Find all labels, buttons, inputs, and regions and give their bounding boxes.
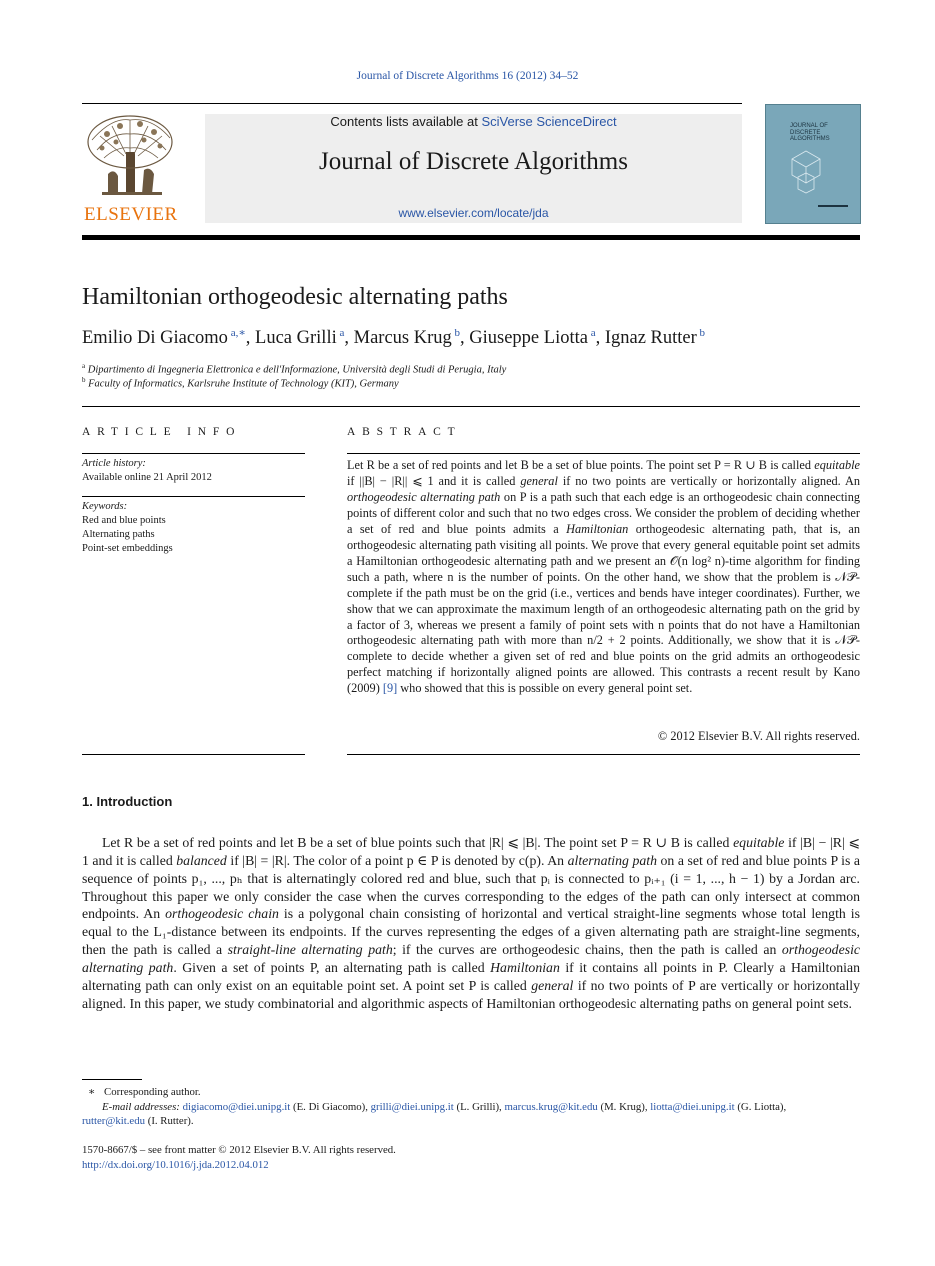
keyword: Red and blue points xyxy=(82,515,166,526)
keywords-block xyxy=(82,500,173,556)
author-name: Giuseppe Liotta xyxy=(469,328,588,349)
email-link[interactable]: liotta@diei.unipg.it xyxy=(650,1100,735,1113)
author-name: Marcus Krug xyxy=(353,328,452,349)
journal-title: Journal of Discrete Algorithms xyxy=(319,148,628,175)
author-affiliation-mark[interactable]: a xyxy=(590,327,596,339)
email-link[interactable]: grilli@diei.unipg.it xyxy=(370,1100,454,1113)
section-rule xyxy=(82,406,860,407)
author-affiliation-mark[interactable]: b xyxy=(454,327,461,339)
affiliation-a: $^a$ Dipartimento di Ingegneria Elettronica e dell'Informazione, Università degli Studi di Perugia, Italy xyxy=(82,362,507,376)
article-info-rule xyxy=(82,754,305,755)
journal-reference-link[interactable]: Journal of Discrete Algorithms 16 (2012) 34–52 xyxy=(356,70,579,82)
abstract-heading: ABSTRACT xyxy=(347,426,462,438)
section-heading-introduction: 1. Introduction xyxy=(82,794,173,809)
keywords-label: Keywords: xyxy=(82,501,128,512)
header-rule xyxy=(82,103,742,104)
footnote-mark: ∗ xyxy=(88,1086,96,1098)
abstract-rule xyxy=(347,453,860,454)
corresponding-author-note: ∗ Corresponding author. xyxy=(88,1086,201,1098)
email-link[interactable]: marcus.krug@kit.edu xyxy=(504,1100,598,1113)
cover-publisher-mark xyxy=(818,205,848,207)
article-info-heading: ARTICLE INFO xyxy=(82,426,242,438)
author-name: Emilio Di Giacomo xyxy=(82,328,228,349)
email-link[interactable]: rutter@kit.edu xyxy=(82,1115,146,1128)
contents-prefix: Contents lists available at xyxy=(330,114,482,129)
history-label: Article history: xyxy=(82,458,146,469)
abstract-copyright: © 2012 Elsevier B.V. All rights reserved. xyxy=(657,729,860,743)
contents-line xyxy=(205,114,742,129)
cover-title: JOURNAL OF DISCRETE ALGORITHMS xyxy=(790,123,830,142)
author-name: Ignaz Rutter xyxy=(604,328,697,349)
article-info-rule xyxy=(82,453,305,454)
author-list: Emilio Di Giacomo $^{a,∗}$, Luca Grilli $^a$, Marcus Krug $^b$, Giuseppe Liotta $^a$, Ignaz Rutter $^b$ xyxy=(82,327,706,349)
header-thick-rule xyxy=(82,235,860,240)
author-affiliation-mark[interactable]: a xyxy=(339,327,345,339)
keyword: Point-set embeddings xyxy=(82,543,173,554)
author-affiliation-mark[interactable]: b xyxy=(699,327,706,339)
abstract-body: Let R be a set of red points and let B be a set of blue points. The point set P = R ∪ B is called equitable if ||B| − |R|| ⩽ 1 and it is called general if no two points are vertically or horizontally aligned. An orthogeodesic alternating path on P is a path such that each edge is an orthogeodesic chain connecting points of different color and such that no two edges cross. We consider the problem of deciding whether a set of red and blue points admits a Hamiltonian orthogeodesic alternating path, that is, an orthogeodesic alternating path visiting all points. We prove that every general equitable point set admits a Hamiltonian orthogeodesic alternating path and we present an 𝒪(n log² n)-time algorithm for finding such a path, where n is the number of points. On the other hand, we show that the problem is 𝒩𝒫-complete if the path must be on the grid (i.e., vertices and bends have integer coordinates). Further, we show that we can approximate the maximum length of an orthogeodesic alternating path on the grid by a factor of 3, whereas we present a family of point sets with n points that do not have a Hamiltonian orthogeodesic alternating path with more than n/2 + 2 points. Additionally, we show that it is 𝒩𝒫-complete to decide whether a given set of red and blue points on the grid admits an orthogeodesic perfect matching if horizontally aligned points are allowed. This contrasts a recent result by Kano (2009) [9] who showed that this is possible on every general point set. xyxy=(347,458,861,696)
email-addresses-continued: rutter@kit.edu (I. Rutter). xyxy=(82,1115,194,1128)
doi-link[interactable]: http://dx.doi.org/10.1016/j.jda.2012.04.012 xyxy=(82,1158,269,1171)
email-link[interactable]: digiacomo@diei.unipg.it xyxy=(182,1100,291,1113)
sciencedirect-link[interactable]: SciVerse ScienceDirect xyxy=(481,114,617,129)
article-title: Hamiltonian orthogeodesic alternating paths xyxy=(82,284,508,310)
journal-url-link[interactable]: www.elsevier.com/locate/jda xyxy=(398,206,549,220)
front-matter xyxy=(82,1143,396,1172)
abstract-rule xyxy=(347,754,860,755)
publisher-wordmark: ELSEVIER xyxy=(84,204,178,225)
journal-cover-thumbnail[interactable] xyxy=(765,104,861,224)
author-name: Luca Grilli xyxy=(255,328,337,349)
email-addresses: E-mail addresses: digiacomo@diei.unipg.it (E. Di Giacomo), grilli@diei.unipg.it (L. Grilli), marcus.krug@kit.edu (M. Krug), liotta@diei.unipg.it (G. Liotta), xyxy=(102,1100,787,1113)
article-history xyxy=(82,457,212,485)
cover-cube-graphic-icon xyxy=(788,147,824,197)
keyword: Alternating paths xyxy=(82,529,155,540)
citation-link[interactable]: [9] xyxy=(382,681,398,696)
footnotes xyxy=(82,1085,860,1129)
footnote-rule xyxy=(82,1079,142,1080)
issn-line: 1570-8667/$ – see front matter © 2012 Elsevier B.V. All rights reserved. xyxy=(82,1144,396,1156)
affiliation-b: $^b$ Faculty of Informatics, Karlsruhe Institute of Technology (KIT), Germany xyxy=(82,376,399,390)
article-info-rule xyxy=(82,496,305,497)
introduction-paragraph: Let R be a set of red points and let B be a set of blue points such that |R| ⩽ |B|. The point set P = R ∪ B is called equitable if |B| − |R| ⩽ 1 and it is called balanced if |B| = |R|. The color of a point p ∈ P is denoted by c(p). An alternating path on a set of red and blue points P is a sequence of points p₁, ..., pₕ that is alternatingly colored red and blue, such that pᵢ is connected to pᵢ₊₁ (i = 1, ..., h − 1) by a Jordan arc. Throughout this paper we only consider the case when the curves corresponding to the edges of the path can only intersect at common endpoints. An orthogeodesic chain is a polygonal chain consisting of horizontal and vertical straight-line segments whose total length is equal to the L₁-distance between its endpoints. If the curves representing the edges of a given alternating path are straight-line segments, then the path is called a straight-line alternating path; if the curves are orthogeodesic chains, then the path is called an orthogeodesic alternating path. Given a set of points P, an alternating path is called Hamiltonian if it contains all points in P. Clearly a Hamiltonian alternating path can only exist on an equitable point set. A point set P is called general if no two points of P are vertically or horizontally aligned. In this paper, we study combinatorial and algorithmic aspects of Hamiltonian orthogeodesic alternating paths on general point sets. xyxy=(82,835,861,1011)
elsevier-logo xyxy=(82,112,182,224)
author-affiliation-mark[interactable]: a,∗ xyxy=(230,327,246,339)
history-value: Available online 21 April 2012 xyxy=(82,472,212,483)
